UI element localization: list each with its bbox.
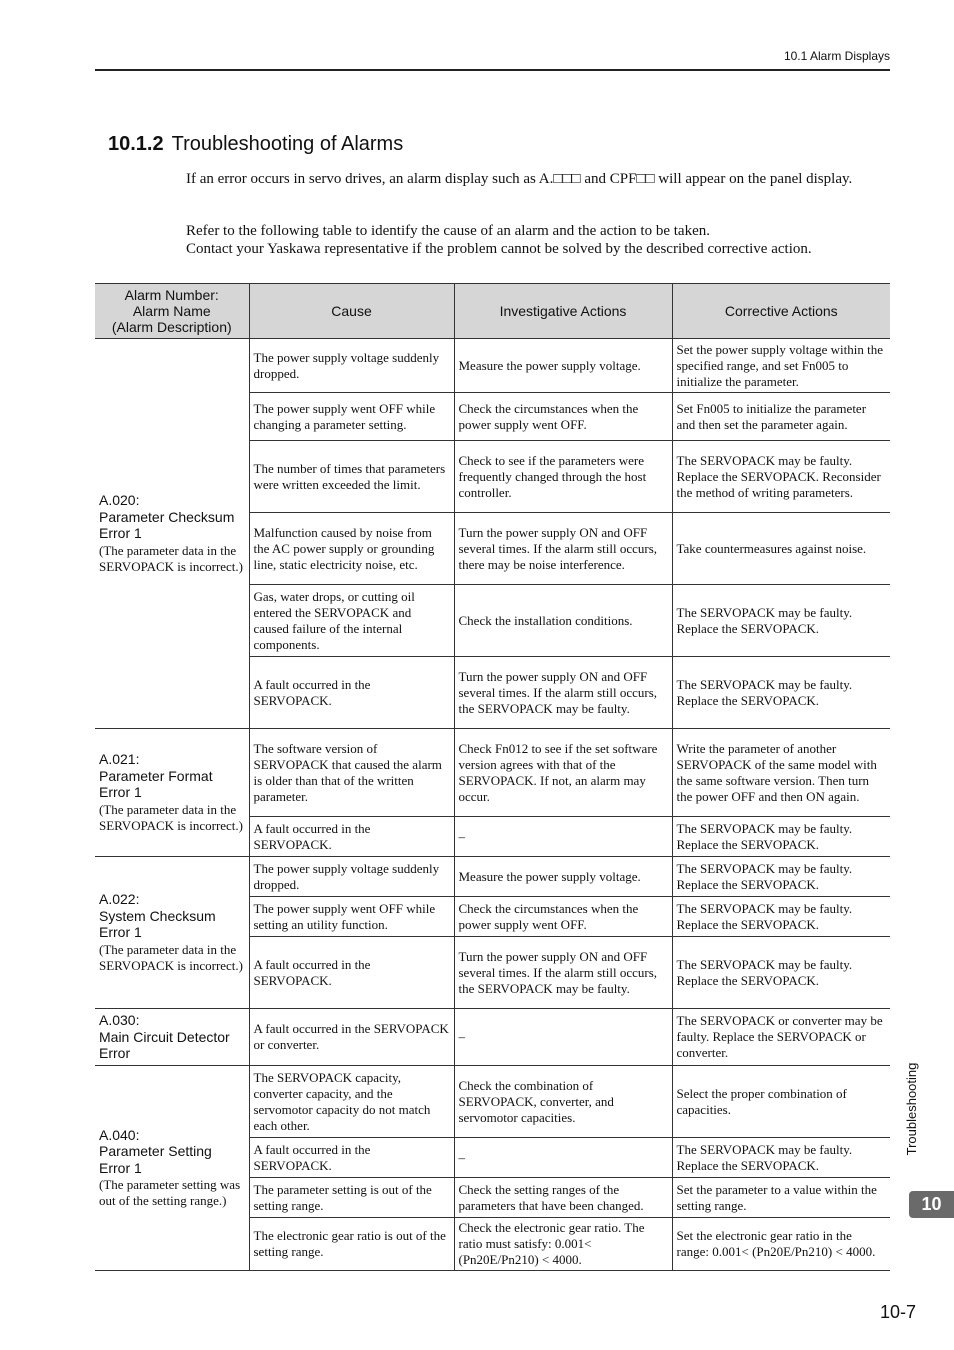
corrective-cell: Write the parameter of another SERVOPACK of the same model with the same software version. Then turn the power OFF and then ON again. [672, 729, 890, 817]
cause-cell: The electronic gear ratio is out of the setting range. [249, 1218, 454, 1271]
alarm-cell [95, 857, 249, 1009]
investigative-cell: Check the electronic gear ratio. The ratio must satisfy: 0.001< (Pn20E/Pn210) < 4000. [454, 1218, 672, 1271]
investigative-cell: – [454, 1009, 672, 1066]
alarm-description: (The parameter data in the SERVOPACK is incorrect.) [99, 542, 244, 574]
table-row [95, 857, 890, 897]
investigative-cell: Turn the power supply ON and OFF several times. If the alarm still occurs, there may be noise interference. [454, 513, 672, 585]
corrective-cell: The SERVOPACK may be faulty. Replace the SERVOPACK. [672, 1138, 890, 1178]
table-row [95, 1009, 890, 1066]
alarm-cell [95, 729, 249, 857]
cause-cell: A fault occurred in the SERVOPACK. [249, 817, 454, 857]
corrective-cell: The SERVOPACK may be faulty. Replace the SERVOPACK. [672, 897, 890, 937]
table-header-row [95, 284, 890, 339]
alarm-number: A.021: [99, 751, 140, 768]
corrective-cell: The SERVOPACK or converter may be faulty. Replace the SERVOPACK or converter. [672, 1009, 890, 1066]
cause-cell: Malfunction caused by noise from the AC power supply or grounding line, static electricity noise, etc. [249, 513, 454, 585]
cause-cell: The power supply went OFF while changing a parameter setting. [249, 393, 454, 441]
corrective-cell: The SERVOPACK may be faulty. Replace the SERVOPACK. [672, 817, 890, 857]
investigative-cell: Turn the power supply ON and OFF several times. If the alarm still occurs, the SERVOPACK may be faulty. [454, 657, 672, 729]
cause-cell: A fault occurred in the SERVOPACK. [249, 1138, 454, 1178]
cause-cell: The SERVOPACK capacity, converter capacity, and the servomotor capacity do not match each other. [249, 1066, 454, 1138]
cause-cell: The parameter setting is out of the setting range. [249, 1178, 454, 1218]
corrective-cell: The SERVOPACK may be faulty. Replace the SERVOPACK. Reconsider the method of writing parameters. [672, 441, 890, 513]
corrective-cell: Take countermeasures against noise. [672, 513, 890, 585]
investigative-cell: Check the circumstances when the power supply went OFF. [454, 897, 672, 937]
alarm-number: A.020: [99, 492, 140, 509]
investigative-cell: Measure the power supply voltage. [454, 339, 672, 393]
alarm-name: System Checksum Error 1 [99, 907, 216, 941]
header-cause: Cause [249, 284, 454, 339]
cause-cell: The power supply voltage suddenly dropped. [249, 857, 454, 897]
alarm-name: Main Circuit Detector Error [99, 1028, 230, 1062]
chapter-side-label: Troubleshooting [904, 1062, 919, 1156]
header-investigative: Investigative Actions [454, 284, 672, 339]
investigative-cell: Check the combination of SERVOPACK, converter, and servomotor capacities. [454, 1066, 672, 1138]
chapter-tab: 10 [909, 1191, 954, 1218]
corrective-cell: Set Fn005 to initialize the parameter and then set the parameter again. [672, 393, 890, 441]
alarm-troubleshooting-table [95, 283, 890, 1271]
corrective-cell: The SERVOPACK may be faulty. Replace the SERVOPACK. [672, 585, 890, 657]
page-number: 10-7 [880, 1302, 917, 1322]
investigative-cell: – [454, 1138, 672, 1178]
header-alarm: Alarm Number: Alarm Name (Alarm Description) [95, 284, 249, 339]
intro-line-refer: Refer to the following table to identify the cause of an alarm and the action to be taken. [186, 223, 710, 239]
alarm-number: A.022: [99, 891, 140, 908]
header-rule [95, 69, 890, 71]
corrective-cell: Select the proper combination of capacities. [672, 1066, 890, 1138]
investigative-cell: Check the circumstances when the power supply went OFF. [454, 393, 672, 441]
corrective-cell: Set the parameter to a value within the setting range. [672, 1178, 890, 1218]
cause-cell: Gas, water drops, or cutting oil entered the SERVOPACK and caused failure of the internal components. [249, 585, 454, 657]
section-title [108, 133, 403, 156]
investigative-cell: Measure the power supply voltage. [454, 857, 672, 897]
running-head: 10.1 Alarm Displays [783, 49, 890, 63]
cause-cell: The power supply voltage suddenly dropped. [249, 339, 454, 393]
alarm-cell [95, 339, 249, 729]
alarm-number: A.030: [99, 1012, 140, 1029]
investigative-cell: Check the setting ranges of the parameters that have been changed. [454, 1178, 672, 1218]
alarm-description: (The parameter setting was out of the setting range.) [99, 1177, 241, 1209]
table-row [95, 1066, 890, 1138]
investigative-cell: Turn the power supply ON and OFF several times. If the alarm still occurs, the SERVOPACK may be faulty. [454, 937, 672, 1009]
alarm-number: A.040: [99, 1126, 140, 1143]
corrective-cell: The SERVOPACK may be faulty. Replace the SERVOPACK. [672, 857, 890, 897]
alarm-description: (The parameter data in the SERVOPACK is incorrect.) [99, 801, 244, 833]
corrective-cell: Set the electronic gear ratio in the range: 0.001< (Pn20E/Pn210) < 4000. [672, 1218, 890, 1271]
investigative-cell: Check Fn012 to see if the set software version agrees with that of the SERVOPACK. If not, an alarm may occur. [454, 729, 672, 817]
alarm-cell [95, 1066, 249, 1271]
corrective-cell: The SERVOPACK may be faulty. Replace the SERVOPACK. [672, 937, 890, 1009]
investigative-cell: – [454, 817, 672, 857]
header-corrective: Corrective Actions [672, 284, 890, 339]
cause-cell: The software version of SERVOPACK that caused the alarm is older than that of the written parameter. [249, 729, 454, 817]
alarm-name: Parameter Format Error 1 [99, 767, 213, 801]
section-heading: Troubleshooting of Alarms [171, 133, 404, 155]
investigative-cell: Check the installation conditions. [454, 585, 672, 657]
corrective-cell: Set the power supply voltage within the specified range, and set Fn005 to initialize the parameter. [672, 339, 890, 393]
table-row [95, 729, 890, 817]
section-number: 10.1.2 [108, 133, 164, 155]
intro-paragraph-2 [186, 222, 890, 258]
cause-cell: The number of times that parameters were written exceeded the limit. [249, 441, 454, 513]
intro-line-contact: Contact your Yaskawa representative if the problem cannot be solved by the described corrective action. [186, 241, 812, 257]
table-row [95, 339, 890, 393]
cause-cell: A fault occurred in the SERVOPACK. [249, 937, 454, 1009]
table-body [95, 339, 890, 1271]
alarm-name: Parameter Checksum Error 1 [99, 508, 235, 542]
investigative-cell: Check to see if the parameters were frequently changed through the host controller. [454, 441, 672, 513]
alarm-cell [95, 1009, 249, 1066]
alarm-name: Parameter Setting Error 1 [99, 1143, 212, 1176]
cause-cell: The power supply went OFF while setting an utility function. [249, 897, 454, 937]
intro-paragraph-1: If an error occurs in servo drives, an alarm display such as A.□□□ and CPF□□ will appear on the panel display. [186, 171, 853, 187]
cause-cell: A fault occurred in the SERVOPACK. [249, 657, 454, 729]
alarm-description: (The parameter data in the SERVOPACK is incorrect.) [99, 941, 244, 973]
cause-cell: A fault occurred in the SERVOPACK or converter. [249, 1009, 454, 1066]
corrective-cell: The SERVOPACK may be faulty. Replace the SERVOPACK. [672, 657, 890, 729]
